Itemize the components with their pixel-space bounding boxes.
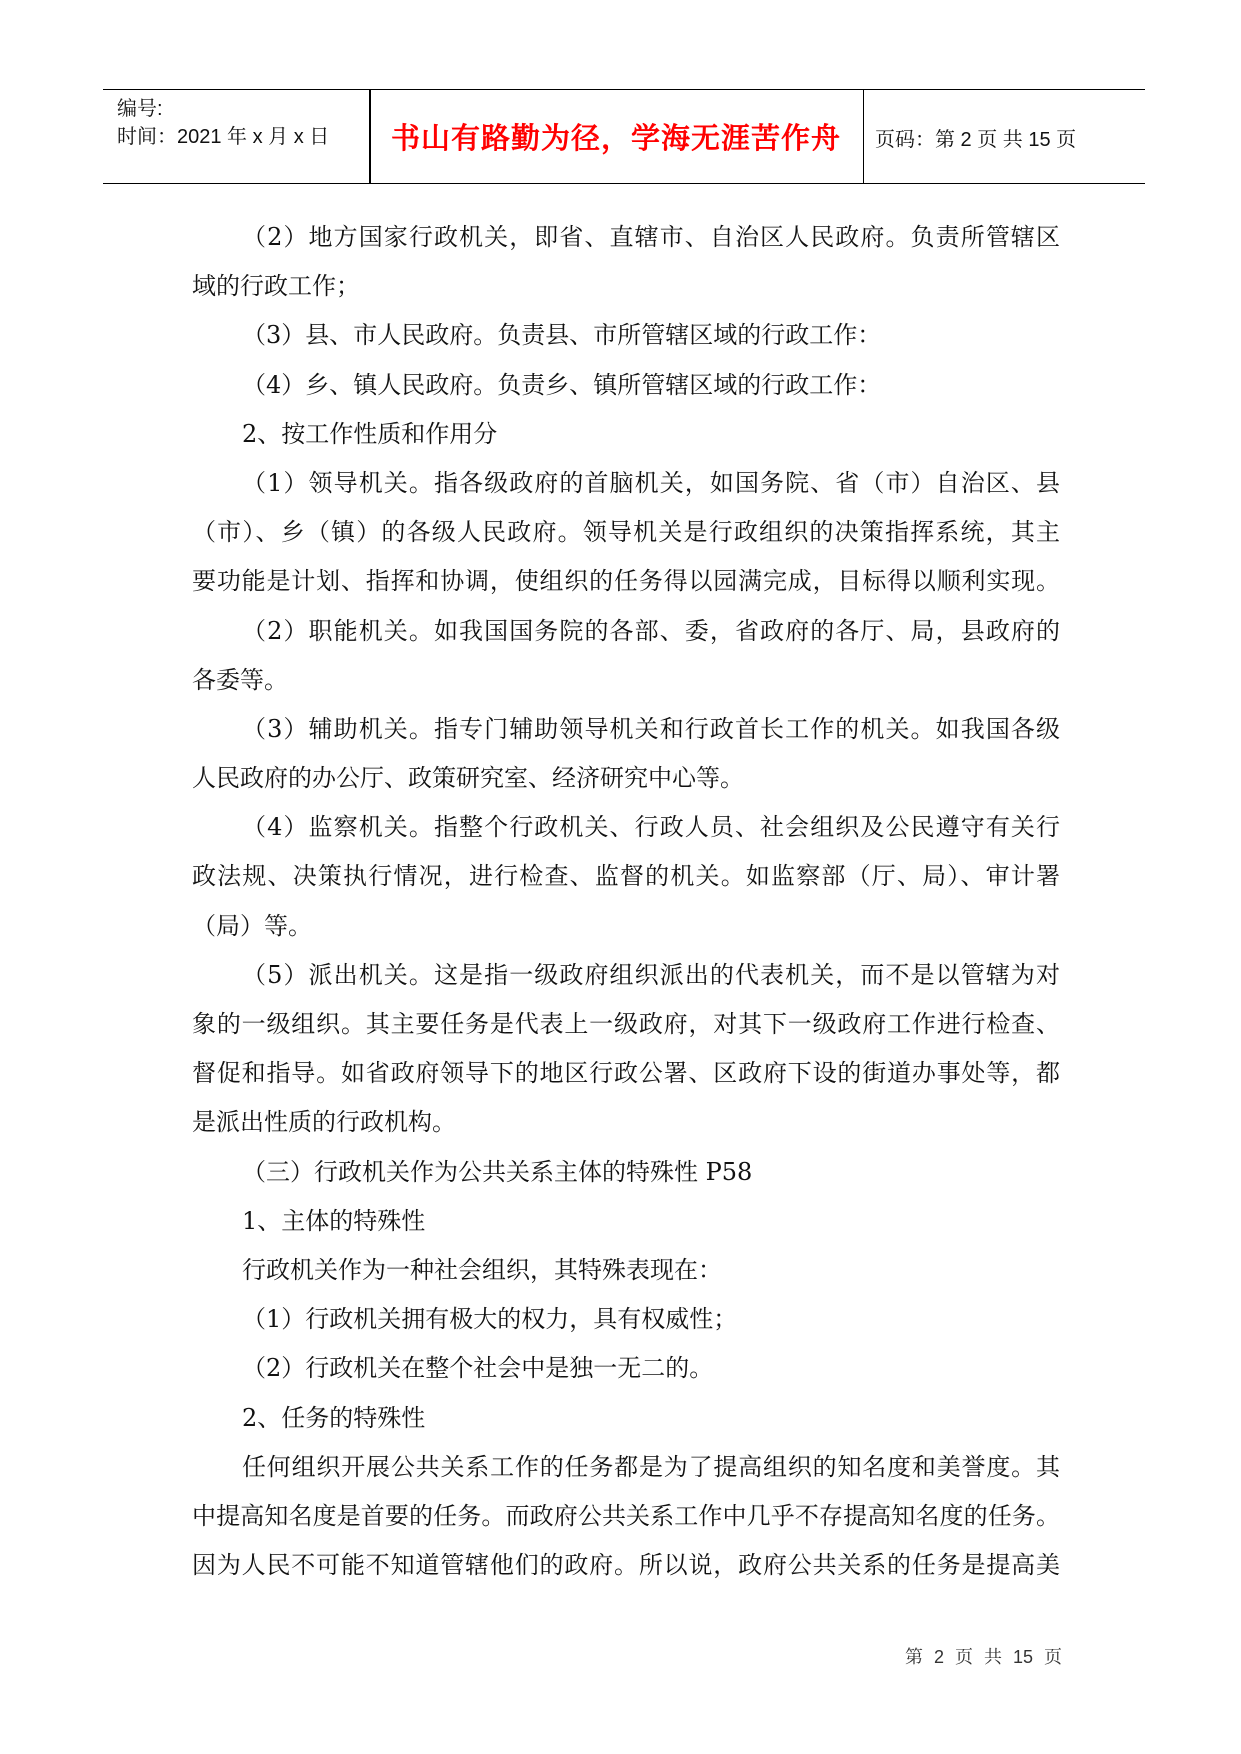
document-body xyxy=(192,220,1060,1597)
text-line: 域的行政工作； xyxy=(192,272,360,301)
document-header xyxy=(103,89,1145,184)
text-line: 任何组织开展公共关系工作的任务都是为了提高组织的知名度和美誉度。其 xyxy=(242,1452,1060,1481)
text-line: 2、任务的特殊性 xyxy=(242,1403,426,1432)
text-line: 象的一级组织。其主要任务是代表上一级政府，对其下一级政府工作进行检查、 xyxy=(192,1010,1060,1038)
text-line: （2）行政机关在整个社会中是独一无二的。 xyxy=(242,1354,714,1383)
text-line: （3）辅助机关。指专门辅助领导机关和行政首长工作的机关。如我国各级 xyxy=(242,714,1060,743)
text-line: （2）地方国家行政机关，即省、直辖市、自治区人民政府。负责所管辖区 xyxy=(242,223,1060,251)
text-line: 中提高知名度是首要的任务。而政府公共关系工作中几乎不存提高知名度的任务。 xyxy=(192,1501,1060,1530)
text-line: （局）等。 xyxy=(192,911,312,940)
text-line: 行政机关作为一种社会组织，其特殊表现在： xyxy=(242,1255,722,1284)
header-page-info: 页码：第 2 页 共 15 页 xyxy=(875,129,1077,151)
text-line: 各委等。 xyxy=(192,665,288,694)
text-line: 2、按工作性质和作用分 xyxy=(242,419,498,448)
document-code-label: 编号: xyxy=(117,98,163,120)
header-motto: 书山有路勤为径，学海无涯苦作舟 xyxy=(390,123,841,155)
text-line: 督促和指导。如省政府领导下的地区行政公署、区政府下设的街道办事处等，都 xyxy=(192,1059,1060,1088)
text-line: 因为人民不可能不知道管辖他们的政府。所以说，政府公共关系的任务是提高美 xyxy=(192,1551,1060,1580)
text-line: （5）派出机关。这是指一级政府组织派出的代表机关，而不是以管辖为对 xyxy=(242,960,1060,989)
text-line: （1）领导机关。指各级政府的首脑机关，如国务院、省（市）自治区、县 xyxy=(242,468,1060,497)
text-line: （2）职能机关。如我国国务院的各部、委，省政府的各厅、局，县政府的 xyxy=(242,616,1060,645)
text-line: 1、主体的特殊性 xyxy=(242,1206,426,1235)
text-line: （市）、乡（镇）的各级人民政府。领导机关是行政组织的决策指挥系统，其主 xyxy=(192,518,1060,547)
footer-page-number: 第 2 页 共 15 页 xyxy=(905,1647,1063,1667)
text-line: （3）县、市人民政府。负责县、市所管辖区域的行政工作： xyxy=(242,321,882,350)
text-line: （三）行政机关作为公共关系主体的特殊性 P58 xyxy=(242,1157,753,1186)
text-line: 政法规、决策执行情况，进行检查、监督的机关。如监察部（厅、局）、审计署 xyxy=(192,862,1060,891)
header-divider xyxy=(863,90,864,183)
text-line: 是派出性质的行政机构。 xyxy=(192,1108,456,1137)
document-time-label: 时间：2021 年 x 月 x 日 xyxy=(117,126,330,148)
text-line: 人民政府的办公厅、政策研究室、经济研究中心等。 xyxy=(192,764,744,793)
text-line: 要功能是计划、指挥和协调，使组织的任务得以园满完成，目标得以顺利实现。 xyxy=(192,567,1060,596)
text-line: （1）行政机关拥有极大的权力，具有权威性； xyxy=(242,1305,738,1334)
text-line: （4）监察机关。指整个行政机关、行政人员、社会组织及公民遵守有关行 xyxy=(242,813,1060,842)
text-line: （4）乡、镇人民政府。负责乡、镇所管辖区域的行政工作： xyxy=(242,370,882,399)
